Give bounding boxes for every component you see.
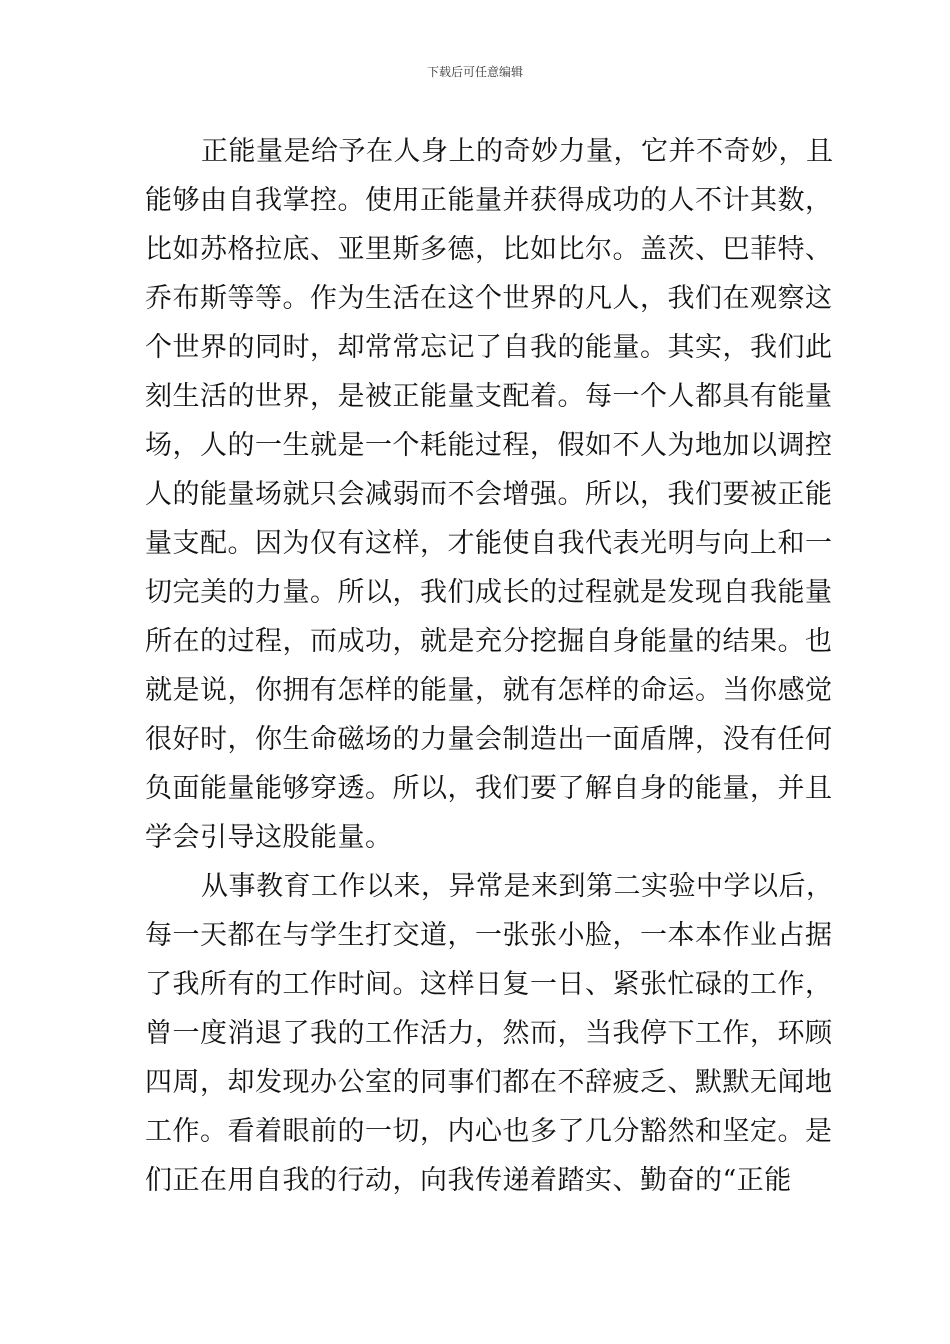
text-line: 很好时，你生命磁场的力量会制造出一面盾牌，没有任何 (145, 724, 833, 755)
text-line: 比如苏格拉底、亚里斯多德，比如比尔。盖茨、巴菲特、 (145, 234, 833, 265)
paragraph-1 (145, 127, 834, 862)
text-line: 学会引导这股能量。 (145, 822, 393, 853)
text-line: 正能量是给予在人身上的奇妙力量，它并不奇妙，且 (201, 136, 834, 167)
text-line: 负面能量能够穿透。所以，我们要了解自身的能量，并且 (145, 773, 833, 804)
text-line: 曾一度消退了我的工作活力，然而，当我停下工作，环顾 (145, 1018, 833, 1049)
text-line: 刻生活的世界，是被正能量支配着。每一个人都具有能量 (145, 381, 833, 412)
text-line: 们正在用自我的行动，向我传递着踏实、勤奋的“正能 (145, 1165, 792, 1196)
text-line: 场，人的一生就是一个耗能过程，假如不人为地加以调控 (145, 430, 833, 461)
paragraph-2 (145, 862, 834, 1205)
text-line: 就是说，你拥有怎样的能量，就有怎样的命运。当你感觉 (145, 675, 833, 706)
text-line: 个世界的同时，却常常忘记了自我的能量。其实，我们此 (145, 332, 833, 363)
text-line: 了我所有的工作时间。这样日复一日、紧张忙碌的工作， (145, 969, 833, 1000)
text-line: 工作。看着眼前的一切，内心也多了几分豁然和坚定。是 (145, 1116, 833, 1147)
text-line: 每一天都在与学生打交道，一张张小脸，一本本作业占据 (145, 920, 833, 951)
text-line: 乔布斯等等。作为生活在这个世界的凡人，我们在观察这 (145, 283, 833, 314)
text-line: 从事教育工作以来，异常是来到第二实验中学以后， (201, 871, 834, 902)
page-header: 下载后可任意编辑 (426, 65, 523, 79)
text-line: 四周，却发现办公室的同事们都在不辞疲乏、默默无闻地 (145, 1067, 833, 1098)
text-line: 人的能量场就只会减弱而不会增强。所以，我们要被正能 (145, 479, 833, 510)
text-line: 能够由自我掌控。使用正能量并获得成功的人不计其数， (145, 185, 833, 216)
text-line: 所在的过程，而成功，就是充分挖掘自身能量的结果。也 (145, 626, 833, 657)
body-text (145, 127, 834, 1205)
text-line: 切完美的力量。所以，我们成长的过程就是发现自我能量 (145, 577, 833, 608)
text-line: 量支配。因为仅有这样，才能使自我代表光明与向上和一 (145, 528, 833, 559)
